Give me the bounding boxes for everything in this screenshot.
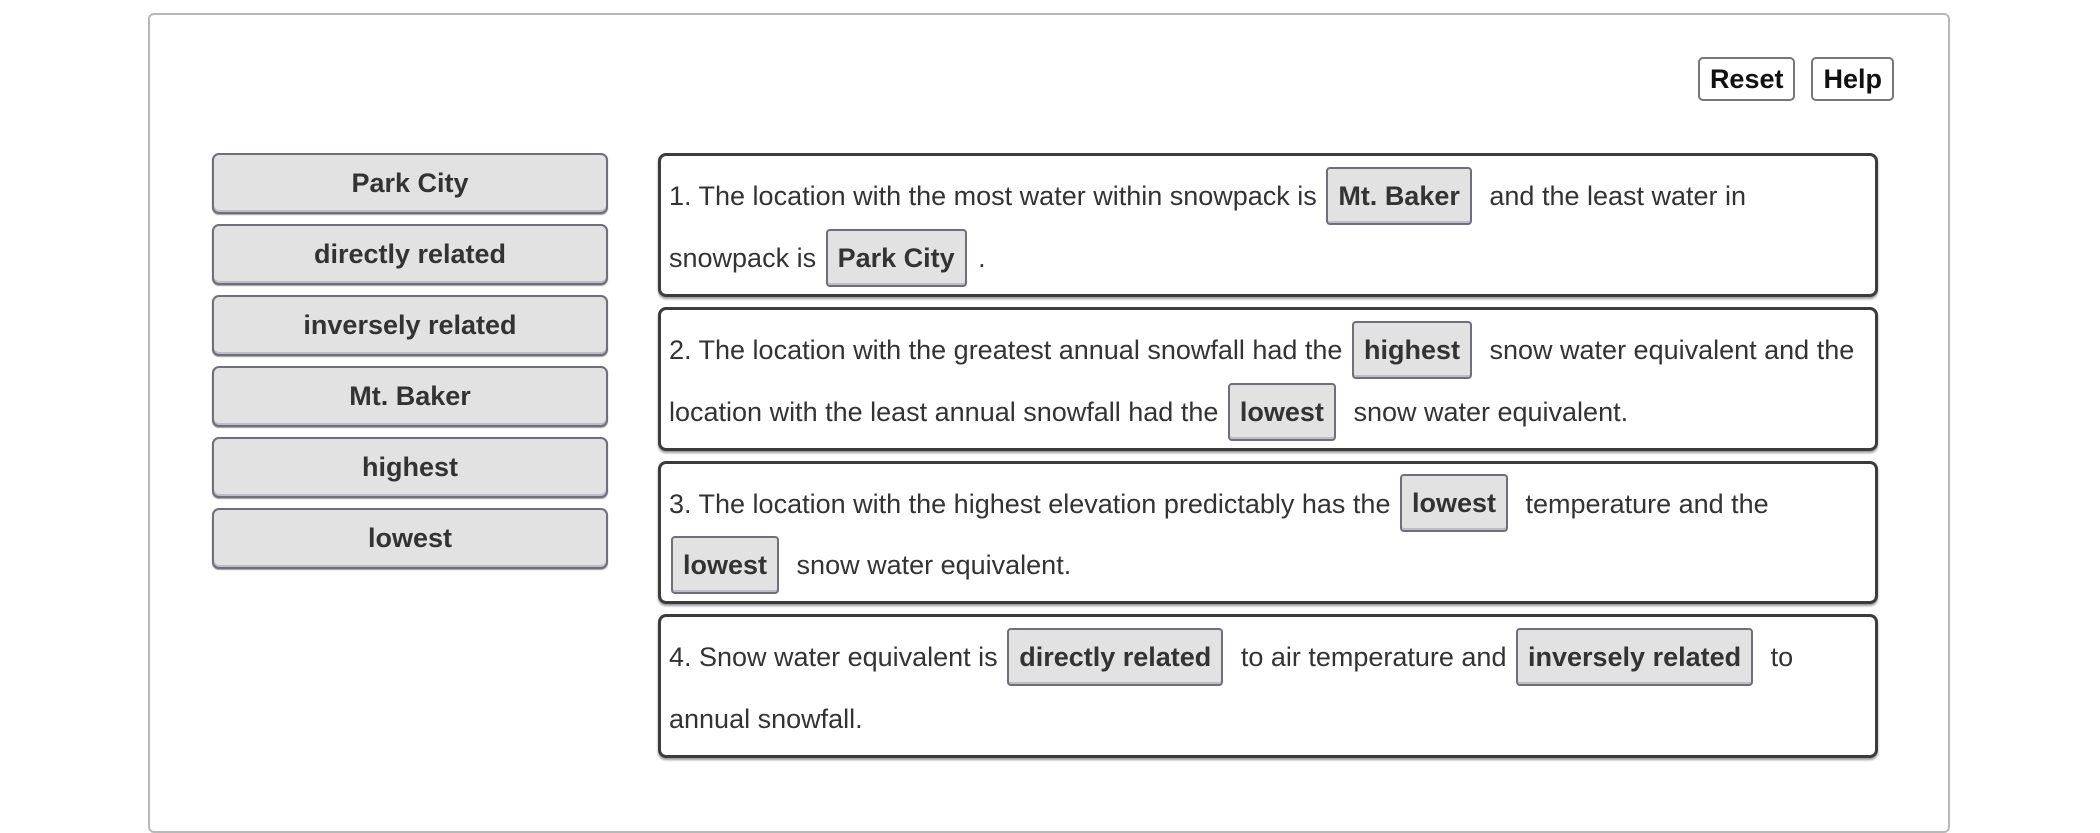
bank-item-directly-related[interactable]: directly related <box>212 224 608 285</box>
question-list <box>658 153 1878 758</box>
question-1 <box>658 153 1878 297</box>
question-text: temperature and the <box>1525 488 1769 519</box>
reset-button[interactable]: Reset <box>1698 57 1796 101</box>
answer-bank <box>212 153 608 569</box>
drop-zone-3b[interactable]: lowest <box>671 536 779 594</box>
drop-zone-1a[interactable]: Mt. Baker <box>1326 167 1472 225</box>
bank-item-park-city[interactable]: Park City <box>212 153 608 214</box>
drop-zone-3a[interactable]: lowest <box>1400 474 1508 532</box>
bank-item-mt-baker[interactable]: Mt. Baker <box>212 366 608 427</box>
question-text: snow water equivalent. <box>1353 396 1629 427</box>
question-text: to air temperature and <box>1240 642 1507 673</box>
question-text: and the least water in snowpack is <box>669 180 1747 273</box>
bank-item-inversely-related[interactable]: inversely related <box>212 295 608 356</box>
drop-zone-4a[interactable]: directly related <box>1007 628 1223 686</box>
drop-zone-4b[interactable]: inversely related <box>1516 628 1753 686</box>
drop-zone-1b[interactable]: Park City <box>826 229 967 287</box>
drop-zone-2a[interactable]: highest <box>1352 321 1472 379</box>
question-text: 2. The location with the greatest annual snowfall had the <box>669 334 1343 365</box>
question-text: 3. The location with the highest elevation predictably has the <box>669 488 1391 519</box>
question-text: snow water equivalent and the location with the least annual snowfall had the <box>669 334 1855 427</box>
bank-item-lowest[interactable]: lowest <box>212 508 608 569</box>
activity-panel <box>148 13 1950 833</box>
question-3 <box>658 461 1878 605</box>
question-text: . <box>978 242 986 273</box>
question-text: snow water equivalent. <box>796 550 1072 581</box>
question-text: 4. Snow water equivalent is <box>669 642 998 673</box>
toolbar <box>1698 57 1894 101</box>
help-button[interactable]: Help <box>1811 57 1894 101</box>
drop-zone-2b[interactable]: lowest <box>1228 383 1336 441</box>
question-4 <box>658 614 1878 758</box>
question-2 <box>658 307 1878 451</box>
bank-item-highest[interactable]: highest <box>212 437 608 498</box>
question-text: to annual snowfall. <box>669 642 1794 734</box>
question-text: 1. The location with the most water within snowpack is <box>669 180 1317 211</box>
